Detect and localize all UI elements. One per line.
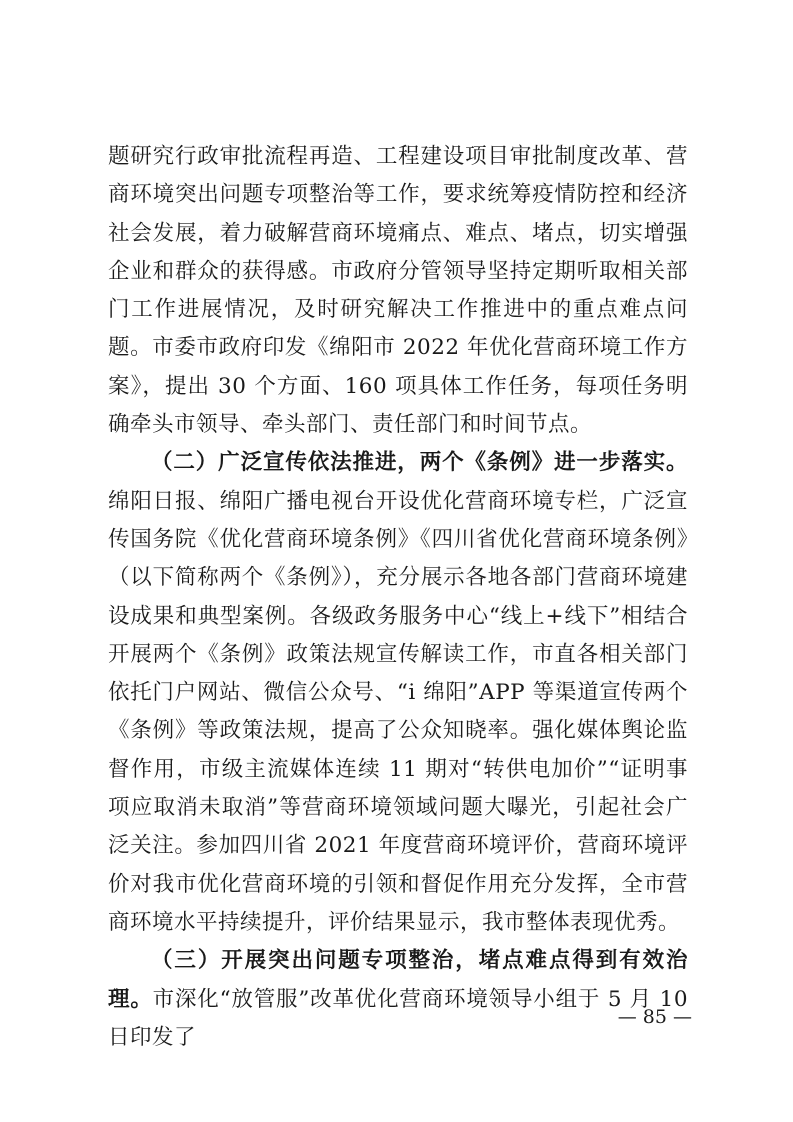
body-text (108, 138, 688, 1057)
section-heading-2: （二）广泛宣传依法推进，两个《条例》进一步落实。 (151, 450, 688, 476)
paragraph-1 (108, 138, 688, 444)
paragraph-1-text: 题研究行政审批流程再造、工程建设项目审批制度改革、营商环境突出问题专项整治等工作，要求统筹疫情防控和经济社会发展，着力破解营商环境痛点、难点、堵点，切实增强企业和群众的获得感。市政府分管领导坚持定期听取相关部门工作进展情况，及时研究解决工作推进中的重点难点问题。市委市政府印发《绵阳市 2022 年优化营商环境工作方案》，提出 30 个方面、160 项具体工作任务，每项任务明确牵头市领导、牵头部门、责任部门和时间节点。 (108, 144, 688, 438)
paragraph-2 (108, 444, 688, 942)
paragraph-3-text: 市深化“放管服”改革优化营商环境领导小组于 5 月 10 日印发了 (108, 986, 688, 1050)
paragraph-2-text: 绵阳日报、绵阳广播电视台开设优化营商环境专栏，广泛宣传国务院《优化营商环境条例》《四川省优化营商环境条例》（以下简称两个《条例》），充分展示各地各部门营商环境建设成果和典型案例。各级政务服务中心“线上+线下”相结合开展两个《条例》政策法规宣传解读工作，市直各相关部门依托门户网站、微信公众号、“i 绵阳”APP 等渠道宣传两个《条例》等政策法规，提高了公众知晓率。强化媒体舆论监督作用，市级主流媒体连续 11 期对“转供电加价”“证明事项应取消未取消”等营商环境领域问题大曝光，引起社会广泛关注。参加四川省 2021 年度营商环境评价，营商环境评价对我市优化营商环境的引领和督促作用充分发挥，全市营商环境水平持续提升，评价结果显示，我市整体表现优秀。 (108, 488, 688, 935)
paragraph-3 (108, 942, 688, 1057)
section-heading-3: （三）开展突出问题专项整治，堵点难点得到有效治理。 (108, 948, 688, 1012)
page-number: — 85 — (617, 1006, 692, 1028)
